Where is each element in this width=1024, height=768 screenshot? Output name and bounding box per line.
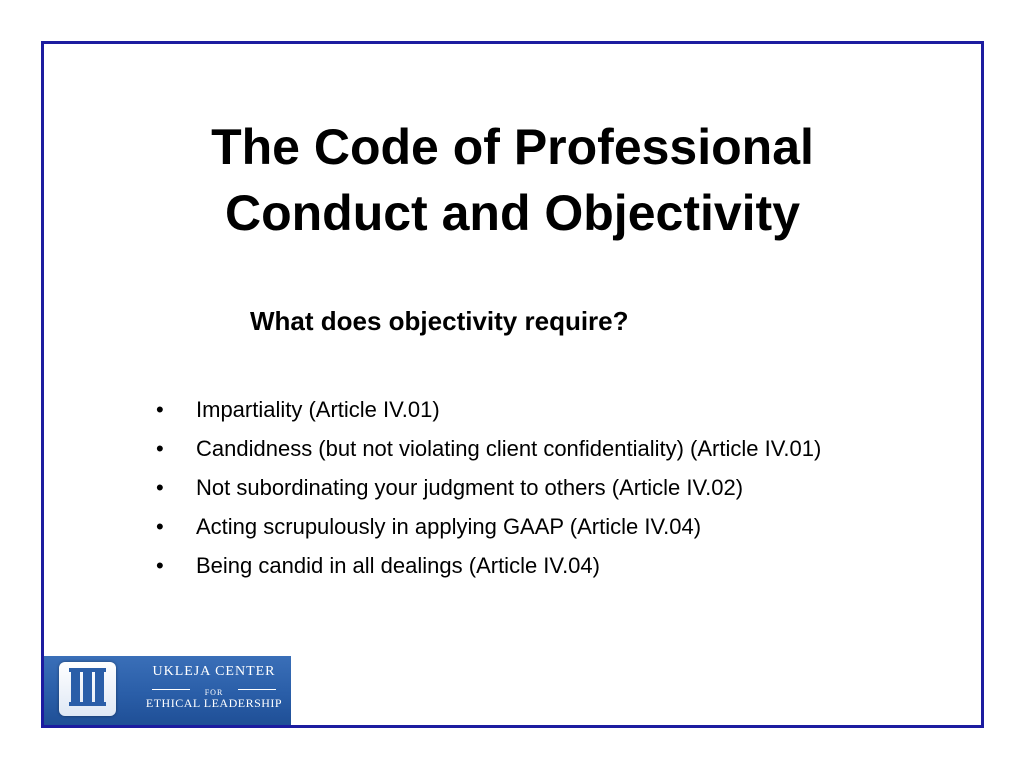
bullet-item [154,507,821,546]
slide-title-line-1: The Code of Professional [211,119,814,175]
bullet-icon: • [156,514,164,539]
bullet-text: Impartiality (Article IV.01) [196,397,440,422]
bullet-icon: • [156,475,164,500]
bullet-text: Not subordinating your judgment to others (Article IV.02) [196,475,744,500]
logo-line-1: UKLEJA CENTER [152,664,276,679]
logo-line-3: ETHICAL LEADERSHIP [145,696,283,710]
bullet-text: Acting scrupulously in applying GAAP (Article IV.04) [196,514,702,539]
bullet-text: Being candid in all dealings (Article IV.04) [196,553,600,578]
bullet-item [154,429,821,468]
slide-title [44,114,981,246]
bullet-text: Candidness (but not violating client confidentiality) (Article IV.01) [196,436,822,461]
bullet-icon: • [156,397,164,422]
slide-frame [41,41,984,728]
slide-subtitle: What does objectivity require? [250,306,629,336]
logo-line-2: FOR [204,688,224,697]
bullet-icon: • [156,553,164,578]
bullet-item [154,390,821,429]
bullet-icon: • [156,436,164,461]
ukleja-center-logo [44,656,291,725]
bullet-item [154,546,821,585]
bullet-list [154,390,821,585]
logo-text [144,664,284,711]
logo-divider [144,682,284,696]
pillars-icon [59,662,116,716]
slide-title-line-2: Conduct and Objectivity [224,185,801,241]
bullet-item [154,468,821,507]
